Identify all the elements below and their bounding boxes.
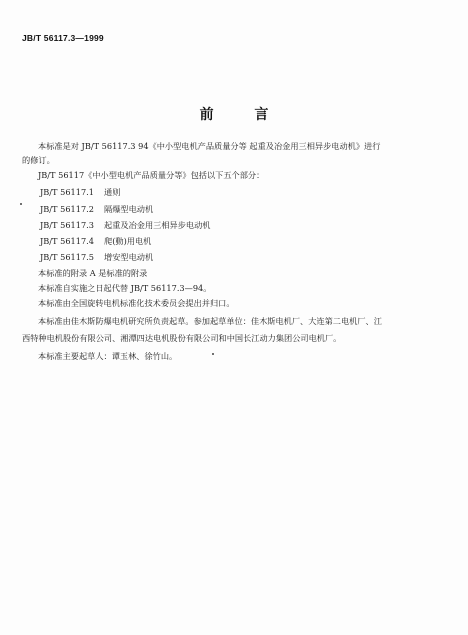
scan-speck: [212, 353, 214, 355]
part-code: JB/T 56117.2: [40, 204, 94, 214]
standard-code: JB/T 56117.3—1999: [22, 33, 104, 43]
part-code: JB/T 56117.3: [40, 220, 94, 230]
part-name: 增安型电动机: [104, 252, 154, 262]
attachment-paragraph: 本标准的附录 A 是标准的附录: [38, 268, 148, 278]
part-name: 隔爆型电动机: [104, 204, 154, 214]
part-code: JB/T 56117.4: [40, 236, 94, 246]
parts-intro-paragraph: JB/T 56117《中小型电机产品质量分等》包括以下五个部分：: [38, 170, 265, 180]
drafted-by-paragraph-line-2: 西特种电机股份有限公司、湘潭四达电机股份有限公司和中国长江动力集团公司电机厂。: [22, 333, 342, 343]
part-name: 通则: [104, 187, 121, 197]
part-name: 起重及冶金用三相异步电动机: [104, 220, 211, 230]
intro-paragraph-line-2: 的修订。: [22, 155, 55, 165]
scan-speck: [20, 203, 22, 205]
part-name: 爬(動)用电机: [104, 236, 152, 246]
part-code: JB/T 56117.5: [40, 252, 94, 262]
replaces-paragraph: 本标准自实施之日起代替 JB/T 56117.3—94。: [38, 283, 212, 293]
intro-paragraph-line-1: 本标准是对 JB/T 56117.3 94《中小型电机产品质量分等 起重及冶金用三相异步电动机》进行: [38, 141, 381, 151]
page-title: 前 言: [199, 107, 287, 123]
drafted-by-paragraph-line-1: 本标准由佳木斯防爆电机研究所负责起草。参加起草单位：佳木斯电机厂、大连第二电机厂、江: [38, 316, 382, 326]
proposed-by-paragraph: 本标准由全国旋转电机标准化技术委员会提出并归口。: [38, 298, 235, 308]
part-code: JB/T 56117.1: [40, 187, 94, 197]
main-drafters-paragraph: 本标准主要起草人：谭玉林、徐竹山。: [38, 351, 178, 361]
